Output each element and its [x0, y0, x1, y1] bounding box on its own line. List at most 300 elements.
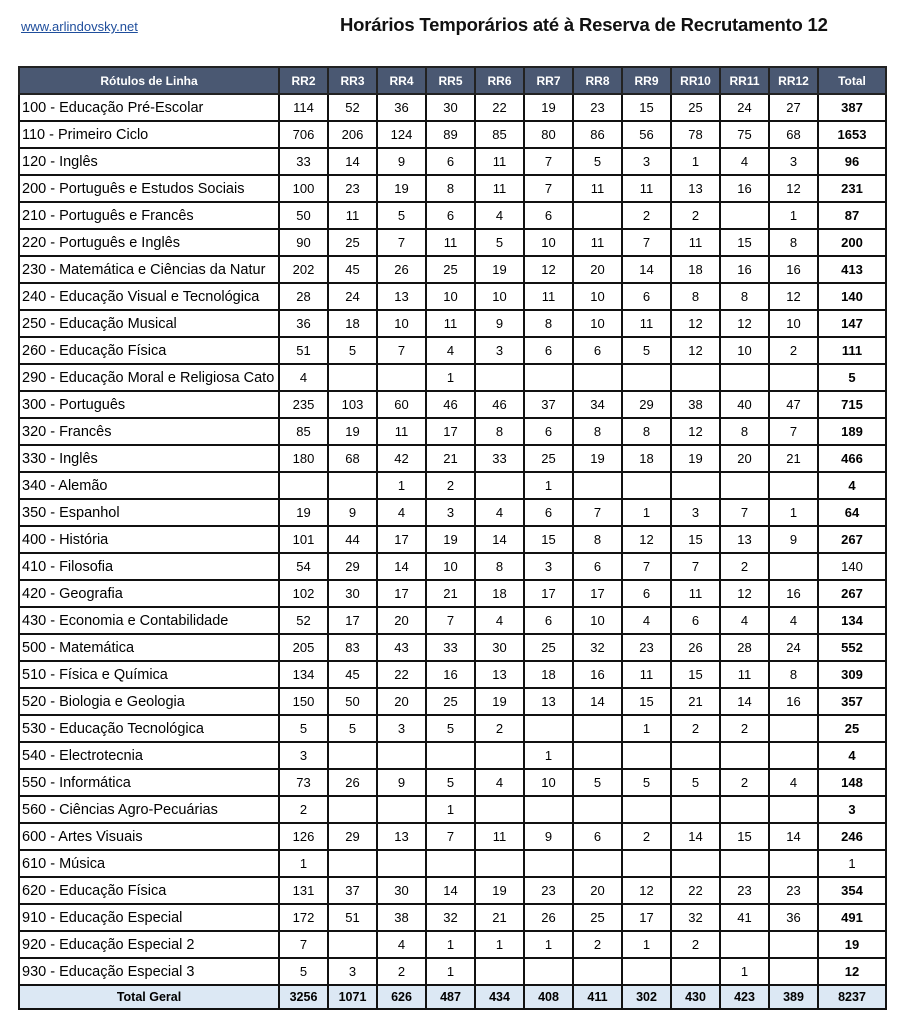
value-cell-rr8 — [573, 742, 622, 769]
value-cell-rr2: 19 — [279, 499, 328, 526]
value-cell-rr8 — [573, 958, 622, 985]
row-total-cell: 147 — [818, 310, 886, 337]
column-header-rr4: RR4 — [377, 67, 426, 94]
value-cell-rr12: 16 — [769, 256, 818, 283]
row-label: 220 - Português e Inglês — [19, 229, 279, 256]
value-cell-rr7: 26 — [524, 904, 573, 931]
row-label: 910 - Educação Especial — [19, 904, 279, 931]
value-cell-rr3: 5 — [328, 337, 377, 364]
value-cell-rr2: 172 — [279, 904, 328, 931]
value-cell-rr4: 11 — [377, 418, 426, 445]
value-cell-rr10: 11 — [671, 580, 720, 607]
table-row — [19, 445, 886, 472]
value-cell-rr7: 6 — [524, 607, 573, 634]
row-total-cell: 715 — [818, 391, 886, 418]
value-cell-rr3: 23 — [328, 175, 377, 202]
value-cell-rr3: 50 — [328, 688, 377, 715]
value-cell-rr4: 2 — [377, 958, 426, 985]
value-cell-rr5: 14 — [426, 877, 475, 904]
value-cell-rr2: 54 — [279, 553, 328, 580]
value-cell-rr3: 52 — [328, 94, 377, 121]
value-cell-rr9: 3 — [622, 148, 671, 175]
value-cell-rr9: 7 — [622, 553, 671, 580]
value-cell-rr4: 42 — [377, 445, 426, 472]
table-footer — [19, 985, 886, 1009]
value-cell-rr7 — [524, 364, 573, 391]
value-cell-rr11: 13 — [720, 526, 769, 553]
value-cell-rr6: 30 — [475, 634, 524, 661]
value-cell-rr12: 68 — [769, 121, 818, 148]
grand-total-label: Total Geral — [19, 985, 279, 1009]
table-row — [19, 904, 886, 931]
row-label: 520 - Biologia e Geologia — [19, 688, 279, 715]
value-cell-rr9: 7 — [622, 229, 671, 256]
value-cell-rr5: 1 — [426, 796, 475, 823]
value-cell-rr5: 32 — [426, 904, 475, 931]
value-cell-rr7: 11 — [524, 283, 573, 310]
value-cell-rr8: 5 — [573, 148, 622, 175]
value-cell-rr8 — [573, 850, 622, 877]
value-cell-rr7: 9 — [524, 823, 573, 850]
table-row — [19, 823, 886, 850]
value-cell-rr7: 37 — [524, 391, 573, 418]
value-cell-rr5: 46 — [426, 391, 475, 418]
table-row — [19, 256, 886, 283]
value-cell-rr11: 1 — [720, 958, 769, 985]
value-cell-rr2: 5 — [279, 958, 328, 985]
value-cell-rr5: 10 — [426, 283, 475, 310]
pivot-table — [18, 66, 887, 1010]
value-cell-rr9: 15 — [622, 94, 671, 121]
table-row — [19, 364, 886, 391]
value-cell-rr2: 3 — [279, 742, 328, 769]
value-cell-rr9 — [622, 742, 671, 769]
value-cell-rr10: 32 — [671, 904, 720, 931]
value-cell-rr3 — [328, 364, 377, 391]
row-total-cell: 231 — [818, 175, 886, 202]
value-cell-rr2: 4 — [279, 364, 328, 391]
value-cell-rr5: 21 — [426, 445, 475, 472]
row-total-cell: 4 — [818, 472, 886, 499]
value-cell-rr12 — [769, 715, 818, 742]
value-cell-rr10 — [671, 472, 720, 499]
value-cell-rr10: 3 — [671, 499, 720, 526]
value-cell-rr12 — [769, 553, 818, 580]
table-row — [19, 202, 886, 229]
value-cell-rr9: 17 — [622, 904, 671, 931]
value-cell-rr3: 51 — [328, 904, 377, 931]
row-total-cell: 491 — [818, 904, 886, 931]
value-cell-rr12 — [769, 931, 818, 958]
value-cell-rr12 — [769, 742, 818, 769]
row-total-cell: 413 — [818, 256, 886, 283]
value-cell-rr9: 11 — [622, 175, 671, 202]
value-cell-rr6: 5 — [475, 229, 524, 256]
value-cell-rr12: 10 — [769, 310, 818, 337]
value-cell-rr9: 11 — [622, 310, 671, 337]
column-header-rr7: RR7 — [524, 67, 573, 94]
value-cell-rr7: 80 — [524, 121, 573, 148]
value-cell-rr7: 6 — [524, 499, 573, 526]
value-cell-rr10: 18 — [671, 256, 720, 283]
value-cell-rr6: 9 — [475, 310, 524, 337]
row-total-cell: 1 — [818, 850, 886, 877]
value-cell-rr6: 1 — [475, 931, 524, 958]
value-cell-rr6: 11 — [475, 175, 524, 202]
value-cell-rr12 — [769, 958, 818, 985]
grand-total-cell-rr9: 302 — [622, 985, 671, 1009]
value-cell-rr2: 33 — [279, 148, 328, 175]
value-cell-rr10: 2 — [671, 202, 720, 229]
value-cell-rr7: 7 — [524, 148, 573, 175]
value-cell-rr10: 13 — [671, 175, 720, 202]
value-cell-rr12: 12 — [769, 175, 818, 202]
value-cell-rr10: 38 — [671, 391, 720, 418]
value-cell-rr5: 11 — [426, 310, 475, 337]
grand-total-cell-rr5: 487 — [426, 985, 475, 1009]
row-total-cell: 96 — [818, 148, 886, 175]
value-cell-rr12: 8 — [769, 229, 818, 256]
row-label: 510 - Física e Química — [19, 661, 279, 688]
value-cell-rr8: 10 — [573, 607, 622, 634]
value-cell-rr11: 2 — [720, 715, 769, 742]
value-cell-rr8: 6 — [573, 553, 622, 580]
table-row — [19, 121, 886, 148]
value-cell-rr3: 19 — [328, 418, 377, 445]
value-cell-rr5: 5 — [426, 769, 475, 796]
value-cell-rr4: 17 — [377, 526, 426, 553]
row-total-cell: 25 — [818, 715, 886, 742]
grand-total-cell-rr8: 411 — [573, 985, 622, 1009]
column-header-rr10: RR10 — [671, 67, 720, 94]
value-cell-rr5: 19 — [426, 526, 475, 553]
value-cell-rr2: 51 — [279, 337, 328, 364]
value-cell-rr5: 33 — [426, 634, 475, 661]
row-total-cell: 111 — [818, 337, 886, 364]
value-cell-rr9: 4 — [622, 607, 671, 634]
value-cell-rr10: 2 — [671, 931, 720, 958]
row-total-cell: 134 — [818, 607, 886, 634]
value-cell-rr10: 12 — [671, 310, 720, 337]
table-header — [19, 67, 886, 94]
value-cell-rr3: 206 — [328, 121, 377, 148]
value-cell-rr11: 12 — [720, 580, 769, 607]
value-cell-rr9: 1 — [622, 931, 671, 958]
value-cell-rr5: 1 — [426, 958, 475, 985]
value-cell-rr5: 25 — [426, 688, 475, 715]
value-cell-rr12: 4 — [769, 607, 818, 634]
value-cell-rr5 — [426, 850, 475, 877]
value-cell-rr5: 7 — [426, 823, 475, 850]
row-label: 410 - Filosofia — [19, 553, 279, 580]
value-cell-rr3: 83 — [328, 634, 377, 661]
table-row — [19, 94, 886, 121]
value-cell-rr7: 1 — [524, 931, 573, 958]
row-label: 330 - Inglês — [19, 445, 279, 472]
row-label: 250 - Educação Musical — [19, 310, 279, 337]
table-row — [19, 769, 886, 796]
value-cell-rr3: 68 — [328, 445, 377, 472]
row-total-cell: 5 — [818, 364, 886, 391]
value-cell-rr9 — [622, 850, 671, 877]
value-cell-rr5: 21 — [426, 580, 475, 607]
table-row — [19, 877, 886, 904]
value-cell-rr12: 3 — [769, 148, 818, 175]
row-label: 500 - Matemática — [19, 634, 279, 661]
value-cell-rr6: 13 — [475, 661, 524, 688]
column-header-rr5: RR5 — [426, 67, 475, 94]
value-cell-rr11: 8 — [720, 283, 769, 310]
value-cell-rr6 — [475, 472, 524, 499]
value-cell-rr8 — [573, 202, 622, 229]
value-cell-rr4: 60 — [377, 391, 426, 418]
row-label: 350 - Espanhol — [19, 499, 279, 526]
value-cell-rr4: 7 — [377, 337, 426, 364]
value-cell-rr5: 1 — [426, 931, 475, 958]
value-cell-rr2: 52 — [279, 607, 328, 634]
value-cell-rr3 — [328, 931, 377, 958]
value-cell-rr7: 10 — [524, 229, 573, 256]
row-total-cell: 357 — [818, 688, 886, 715]
value-cell-rr9 — [622, 364, 671, 391]
value-cell-rr6: 19 — [475, 877, 524, 904]
row-label: 340 - Alemão — [19, 472, 279, 499]
value-cell-rr9: 5 — [622, 769, 671, 796]
value-cell-rr7 — [524, 796, 573, 823]
value-cell-rr2: 7 — [279, 931, 328, 958]
row-label: 110 - Primeiro Ciclo — [19, 121, 279, 148]
value-cell-rr12: 16 — [769, 580, 818, 607]
value-cell-rr7: 18 — [524, 661, 573, 688]
table-row — [19, 742, 886, 769]
value-cell-rr5: 3 — [426, 499, 475, 526]
value-cell-rr6 — [475, 850, 524, 877]
value-cell-rr12: 24 — [769, 634, 818, 661]
value-cell-rr12: 1 — [769, 499, 818, 526]
value-cell-rr3: 17 — [328, 607, 377, 634]
row-total-cell: 246 — [818, 823, 886, 850]
value-cell-rr9: 5 — [622, 337, 671, 364]
value-cell-rr5: 89 — [426, 121, 475, 148]
value-cell-rr12: 21 — [769, 445, 818, 472]
value-cell-rr3: 3 — [328, 958, 377, 985]
row-total-cell: 466 — [818, 445, 886, 472]
value-cell-rr6: 8 — [475, 418, 524, 445]
column-header-total: Total — [818, 67, 886, 94]
value-cell-rr3: 18 — [328, 310, 377, 337]
value-cell-rr6: 33 — [475, 445, 524, 472]
value-cell-rr3: 24 — [328, 283, 377, 310]
value-cell-rr11 — [720, 472, 769, 499]
value-cell-rr6: 2 — [475, 715, 524, 742]
value-cell-rr8: 17 — [573, 580, 622, 607]
value-cell-rr12: 14 — [769, 823, 818, 850]
value-cell-rr9 — [622, 796, 671, 823]
value-cell-rr6 — [475, 364, 524, 391]
value-cell-rr6: 21 — [475, 904, 524, 931]
table-row — [19, 526, 886, 553]
value-cell-rr8: 2 — [573, 931, 622, 958]
row-total-cell: 3 — [818, 796, 886, 823]
value-cell-rr5 — [426, 742, 475, 769]
value-cell-rr2: 180 — [279, 445, 328, 472]
row-total-cell: 267 — [818, 580, 886, 607]
row-label: 100 - Educação Pré-Escolar — [19, 94, 279, 121]
value-cell-rr7: 25 — [524, 634, 573, 661]
value-cell-rr10: 15 — [671, 526, 720, 553]
row-label: 290 - Educação Moral e Religiosa Cato — [19, 364, 279, 391]
value-cell-rr4 — [377, 742, 426, 769]
row-label: 540 - Electrotecnia — [19, 742, 279, 769]
row-total-cell: 267 — [818, 526, 886, 553]
value-cell-rr8 — [573, 796, 622, 823]
value-cell-rr2: 90 — [279, 229, 328, 256]
value-cell-rr6: 10 — [475, 283, 524, 310]
value-cell-rr7: 10 — [524, 769, 573, 796]
row-label: 210 - Português e Francês — [19, 202, 279, 229]
value-cell-rr8: 19 — [573, 445, 622, 472]
value-cell-rr4: 14 — [377, 553, 426, 580]
value-cell-rr11: 20 — [720, 445, 769, 472]
table-row — [19, 850, 886, 877]
value-cell-rr11: 7 — [720, 499, 769, 526]
value-cell-rr10 — [671, 796, 720, 823]
row-label: 920 - Educação Especial 2 — [19, 931, 279, 958]
value-cell-rr10: 12 — [671, 418, 720, 445]
value-cell-rr5: 1 — [426, 364, 475, 391]
value-cell-rr7: 8 — [524, 310, 573, 337]
value-cell-rr3 — [328, 742, 377, 769]
value-cell-rr12: 7 — [769, 418, 818, 445]
table-body — [19, 94, 886, 985]
value-cell-rr10 — [671, 742, 720, 769]
value-cell-rr8: 5 — [573, 769, 622, 796]
value-cell-rr5: 16 — [426, 661, 475, 688]
table-row — [19, 175, 886, 202]
value-cell-rr2: 114 — [279, 94, 328, 121]
row-total-cell: 64 — [818, 499, 886, 526]
value-cell-rr8: 23 — [573, 94, 622, 121]
value-cell-rr3: 9 — [328, 499, 377, 526]
value-cell-rr11: 15 — [720, 229, 769, 256]
row-label: 200 - Português e Estudos Sociais — [19, 175, 279, 202]
table-row — [19, 283, 886, 310]
value-cell-rr11 — [720, 931, 769, 958]
row-total-cell: 309 — [818, 661, 886, 688]
grand-total-overall: 8237 — [818, 985, 886, 1009]
value-cell-rr8: 10 — [573, 283, 622, 310]
row-total-cell: 12 — [818, 958, 886, 985]
value-cell-rr12: 8 — [769, 661, 818, 688]
value-cell-rr2: 5 — [279, 715, 328, 742]
value-cell-rr11: 14 — [720, 688, 769, 715]
row-total-cell: 148 — [818, 769, 886, 796]
value-cell-rr6: 46 — [475, 391, 524, 418]
value-cell-rr4: 9 — [377, 769, 426, 796]
value-cell-rr6: 85 — [475, 121, 524, 148]
grand-total-cell-rr3: 1071 — [328, 985, 377, 1009]
value-cell-rr12: 9 — [769, 526, 818, 553]
row-total-cell: 200 — [818, 229, 886, 256]
value-cell-rr6: 3 — [475, 337, 524, 364]
table-row — [19, 796, 886, 823]
value-cell-rr12: 36 — [769, 904, 818, 931]
value-cell-rr6 — [475, 742, 524, 769]
value-cell-rr7: 19 — [524, 94, 573, 121]
value-cell-rr11: 4 — [720, 607, 769, 634]
table-row — [19, 661, 886, 688]
table-row — [19, 229, 886, 256]
value-cell-rr2: 1 — [279, 850, 328, 877]
value-cell-rr10 — [671, 364, 720, 391]
value-cell-rr8: 20 — [573, 877, 622, 904]
value-cell-rr8: 7 — [573, 499, 622, 526]
value-cell-rr11 — [720, 796, 769, 823]
grand-total-row — [19, 985, 886, 1009]
value-cell-rr4 — [377, 850, 426, 877]
value-cell-rr9: 8 — [622, 418, 671, 445]
value-cell-rr8: 20 — [573, 256, 622, 283]
value-cell-rr11: 16 — [720, 256, 769, 283]
value-cell-rr3: 30 — [328, 580, 377, 607]
grand-total-cell-rr10: 430 — [671, 985, 720, 1009]
value-cell-rr9: 29 — [622, 391, 671, 418]
value-cell-rr10: 12 — [671, 337, 720, 364]
value-cell-rr2: 706 — [279, 121, 328, 148]
value-cell-rr12: 23 — [769, 877, 818, 904]
site-link[interactable]: www.arlindovsky.net — [21, 19, 138, 34]
value-cell-rr5: 30 — [426, 94, 475, 121]
row-total-cell: 387 — [818, 94, 886, 121]
value-cell-rr6 — [475, 958, 524, 985]
value-cell-rr7: 17 — [524, 580, 573, 607]
value-cell-rr6: 19 — [475, 256, 524, 283]
table-row — [19, 715, 886, 742]
value-cell-rr9 — [622, 472, 671, 499]
value-cell-rr11 — [720, 850, 769, 877]
value-cell-rr2: 202 — [279, 256, 328, 283]
value-cell-rr7: 25 — [524, 445, 573, 472]
value-cell-rr5: 4 — [426, 337, 475, 364]
value-cell-rr4: 4 — [377, 931, 426, 958]
value-cell-rr7: 1 — [524, 472, 573, 499]
value-cell-rr4: 3 — [377, 715, 426, 742]
value-cell-rr11: 40 — [720, 391, 769, 418]
value-cell-rr2: 2 — [279, 796, 328, 823]
row-total-cell: 140 — [818, 283, 886, 310]
value-cell-rr7: 3 — [524, 553, 573, 580]
row-label: 530 - Educação Tecnológica — [19, 715, 279, 742]
row-label: 320 - Francês — [19, 418, 279, 445]
column-header-rr12: RR12 — [769, 67, 818, 94]
row-total-cell: 140 — [818, 553, 886, 580]
value-cell-rr4: 4 — [377, 499, 426, 526]
value-cell-rr8: 8 — [573, 418, 622, 445]
grand-total-cell-rr2: 3256 — [279, 985, 328, 1009]
value-cell-rr2: 28 — [279, 283, 328, 310]
value-cell-rr11 — [720, 364, 769, 391]
value-cell-rr10: 26 — [671, 634, 720, 661]
row-label: 930 - Educação Especial 3 — [19, 958, 279, 985]
column-header-rr6: RR6 — [475, 67, 524, 94]
value-cell-rr2: 100 — [279, 175, 328, 202]
value-cell-rr2: 205 — [279, 634, 328, 661]
value-cell-rr8: 8 — [573, 526, 622, 553]
value-cell-rr6: 11 — [475, 823, 524, 850]
value-cell-rr4: 30 — [377, 877, 426, 904]
value-cell-rr2: 85 — [279, 418, 328, 445]
value-cell-rr7: 6 — [524, 337, 573, 364]
